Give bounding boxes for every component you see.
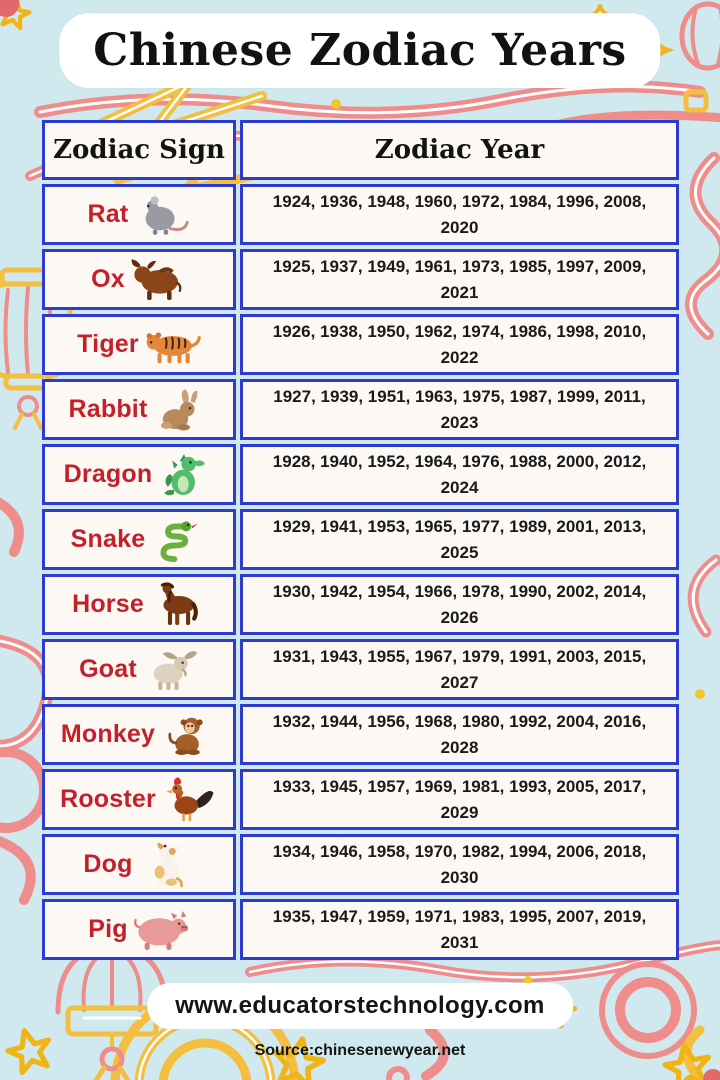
zodiac-years-cell: [240, 249, 679, 310]
zodiac-sign-label: Rooster: [60, 785, 156, 813]
zodiac-sign-cell: [42, 184, 236, 245]
column-header-year: Zodiac Year: [240, 120, 679, 180]
zodiac-years-cell: [240, 379, 679, 440]
zodiac-sign-label: Tiger: [77, 330, 139, 358]
zodiac-sign-cell: [42, 574, 236, 635]
zodiac-years-cell: [240, 444, 679, 505]
snake-icon: [149, 517, 207, 563]
rat-icon: [132, 192, 190, 238]
zodiac-sign-cell: [42, 899, 236, 960]
zodiac-sign-label: Goat: [79, 655, 137, 683]
source-credit: Source:chinesenewyear.net: [254, 1042, 466, 1059]
horse-icon: [148, 582, 206, 628]
zodiac-years: 1924, 1936, 1948, 1960, 1972, 1984, 1996, 2008, 2020: [272, 192, 647, 237]
zodiac-sign-cell: [42, 704, 236, 765]
zodiac-sign-label: Rabbit: [68, 395, 148, 423]
dog-icon: [137, 842, 195, 888]
zodiac-years-cell: [240, 574, 679, 635]
dragon-icon: [156, 452, 214, 498]
ox-icon: [129, 257, 187, 303]
zodiac-sign-cell: [42, 509, 236, 570]
zodiac-sign-label: Snake: [70, 525, 146, 553]
zodiac-sign-cell: [42, 834, 236, 895]
monkey-icon: [159, 712, 217, 758]
zodiac-sign-label: Rat: [87, 200, 129, 228]
pig-icon: [132, 907, 190, 953]
zodiac-years-cell: [240, 769, 679, 830]
zodiac-sign-cell: [42, 639, 236, 700]
zodiac-years: 1931, 1943, 1955, 1967, 1979, 1991, 2003, 2015, 2027: [272, 647, 647, 692]
goat-icon: [141, 647, 199, 693]
zodiac-years: 1926, 1938, 1950, 1962, 1974, 1986, 1998, 2010, 2022: [272, 322, 647, 367]
page-title: Chinese Zodiac Years: [93, 25, 627, 76]
zodiac-years-cell: [240, 639, 679, 700]
zodiac-years: 1925, 1937, 1949, 1961, 1973, 1985, 1997, 2009, 2021: [272, 257, 647, 302]
website-banner: [147, 983, 573, 1029]
zodiac-years: 1935, 1947, 1959, 1971, 1983, 1995, 2007, 2019, 2031: [272, 907, 647, 952]
rabbit-icon: [151, 387, 209, 433]
zodiac-sign-label: Ox: [91, 265, 125, 293]
zodiac-years-cell: [240, 704, 679, 765]
zodiac-sign-label: Dog: [83, 850, 133, 878]
zodiac-years-cell: [240, 834, 679, 895]
zodiac-table: [42, 120, 679, 953]
zodiac-sign-label: Monkey: [60, 720, 156, 748]
zodiac-years-cell: [240, 899, 679, 960]
zodiac-years-cell: [240, 184, 679, 245]
website-url: www.educatorstechnology.com: [175, 992, 545, 1019]
zodiac-years-cell: [240, 314, 679, 375]
zodiac-sign-label: Pig: [88, 915, 128, 943]
zodiac-sign-label: Dragon: [63, 460, 153, 488]
zodiac-sign-cell: [42, 379, 236, 440]
zodiac-sign-cell: [42, 314, 236, 375]
zodiac-years: 1933, 1945, 1957, 1969, 1981, 1993, 2005, 2017, 2029: [272, 777, 647, 822]
zodiac-sign-cell: [42, 769, 236, 830]
zodiac-years: 1928, 1940, 1952, 1964, 1976, 1988, 2000, 2012, 2024: [272, 452, 647, 497]
title-banner: [59, 13, 660, 88]
zodiac-years: 1927, 1939, 1951, 1963, 1975, 1987, 1999, 2011, 2023: [273, 387, 646, 432]
zodiac-years: 1932, 1944, 1956, 1968, 1980, 1992, 2004, 2016, 2028: [272, 712, 647, 757]
zodiac-years: 1930, 1942, 1954, 1966, 1978, 1990, 2002, 2014, 2026: [272, 582, 647, 627]
zodiac-sign-cell: [42, 249, 236, 310]
zodiac-sign-cell: [42, 444, 236, 505]
column-header-sign: Zodiac Sign: [42, 120, 236, 180]
tiger-icon: [143, 322, 201, 368]
rooster-icon: [160, 777, 218, 823]
zodiac-years-cell: [240, 509, 679, 570]
zodiac-years: 1929, 1941, 1953, 1965, 1977, 1989, 2001, 2013, 2025: [272, 517, 647, 562]
zodiac-sign-label: Horse: [72, 590, 144, 618]
zodiac-years: 1934, 1946, 1958, 1970, 1982, 1994, 2006, 2018, 2030: [272, 842, 647, 887]
